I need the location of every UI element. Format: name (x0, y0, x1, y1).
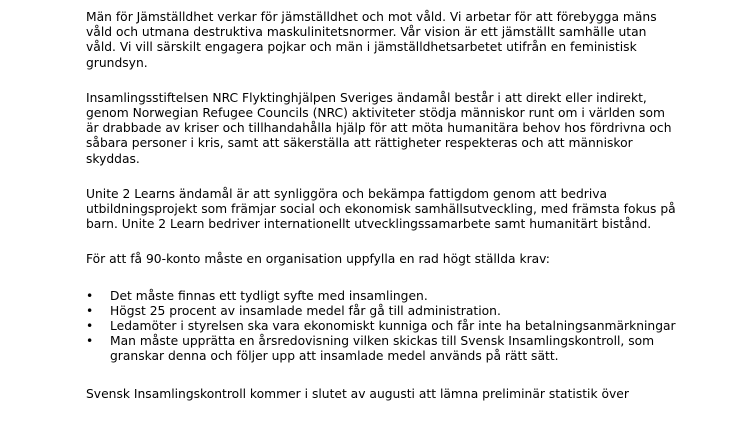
list-item (86, 304, 676, 319)
paragraph-nrc-flyktinghjalpen: Insamlingsstiftelsen NRC Flyktinghjälpen Sveriges ändamål består i att direkt eller indirekt, genom Norwegian Refugee Councils (NRC) aktiviteter stödja människor runt om i världen som är drabbade av kriser och tillhandahålla hjälp för att möta humanitära behov hos fördrivna och såbara personer i kris, samt att säkerställa att rättigheter respekteras och att människor skyddas. (86, 90, 672, 166)
list-item (86, 289, 676, 304)
list-item (86, 319, 676, 334)
list-item-text: Det måste finnas ett tydligt syfte med insamlingen. (110, 288, 428, 303)
list-item-text: Ledamöter i styrelsen ska vara ekonomiskt kunniga och får inte ha betalningsanmärkningar (110, 319, 676, 334)
bullet-icon: • (86, 334, 94, 349)
list-item-text: Högst 25 procent av insamlade medel får gå till administration. (110, 303, 501, 318)
bullet-icon: • (86, 319, 94, 334)
paragraph-unite-2-learn: Unite 2 Learns ändamål är att synliggöra och bekämpa fattigdom genom att bedriva utbildningsprojekt som främjar social och ekonomisk samhällsutveckling, med främsta fokus på barn. Unite 2 Learn bedriver internationellt utvecklingssamarbete samt humanitärt bistånd. (86, 186, 676, 232)
requirements-bullet-list (86, 289, 676, 365)
bullet-icon: • (86, 303, 94, 318)
paragraph-90-konto-requirements-intro: För att få 90-konto måste en organisation uppfylla en rad högt ställda krav: (86, 252, 550, 267)
list-item (86, 334, 676, 364)
paragraph-man-for-jamstalldhet: Män för Jämställdhet verkar för jämställdhet och mot våld. Vi arbetar för att förebygga mäns våld och utmana destruktiva maskulinitetsnormer. Vår vision är ett jämställt samhälle utan våld. Vi vill särskilt engagera pojkar och män i jämställdhetsarbetet utifrån en feministisk grundsyn. (86, 10, 657, 70)
bullet-icon: • (86, 288, 94, 303)
document-page (86, 10, 676, 422)
paragraph-svensk-insamlingskontroll: Svensk Insamlingskontroll kommer i slutet av augusti att lämna preliminär statistik över (86, 386, 629, 401)
list-item-text: Man måste upprätta en årsredovisning vilken skickas till Svensk Insamlingskontroll, som granskar denna och följer upp att insamlade medel används på rätt sätt. (110, 334, 655, 364)
